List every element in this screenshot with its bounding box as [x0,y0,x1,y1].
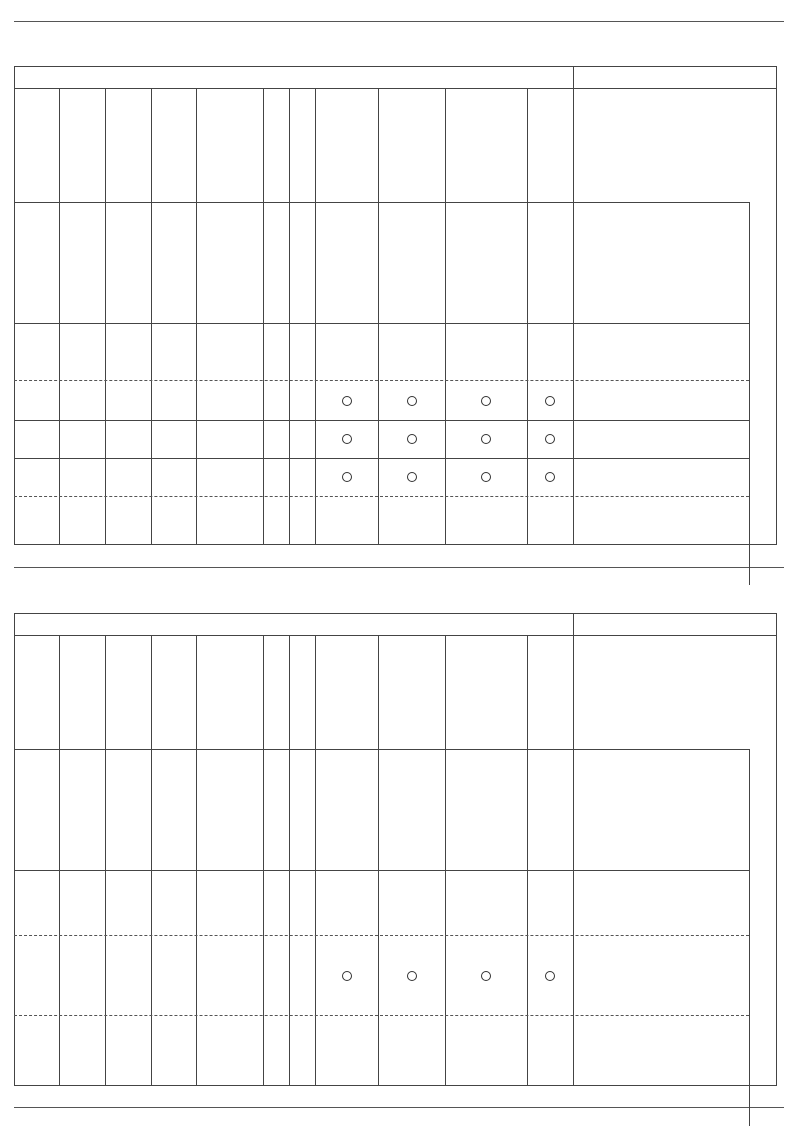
item-column-divider [315,635,316,1086]
item-column-divider [378,88,379,545]
type-row-divider [14,458,749,459]
circle-mark [407,971,417,981]
circle-mark [481,434,491,444]
header-divider [14,88,777,89]
item-column-divider [527,635,528,1086]
meter-row-divider [14,323,749,324]
test-row-divider [14,202,749,203]
circle-mark [342,396,352,406]
item-column-divider [196,88,197,545]
device-column-divider [573,66,574,545]
dashed-divider [14,935,749,936]
item-column-divider [289,635,290,1086]
type-label-divider [749,202,750,585]
dashed-divider [14,380,749,381]
top-rule [14,21,784,22]
circle-mark [545,971,555,981]
circle-mark [407,396,417,406]
circle-mark [342,971,352,981]
item-column-divider [105,635,106,1086]
table-1 [14,66,777,545]
circle-mark [481,971,491,981]
item-column-divider [59,635,60,1086]
circle-mark [481,472,491,482]
circle-mark [407,434,417,444]
circle-mark [545,396,555,406]
type-label-divider [749,749,750,1126]
item-column-divider [378,635,379,1086]
mid-rule [14,567,784,568]
item-column-divider [151,88,152,545]
item-column-divider [263,88,264,545]
item-column-divider [105,88,106,545]
circle-mark [545,434,555,444]
circle-mark [481,396,491,406]
circle-mark [407,472,417,482]
item-column-divider [151,635,152,1086]
item-column-divider [59,88,60,545]
circle-mark [545,472,555,482]
dashed-divider [14,496,749,497]
item-column-divider [445,88,446,545]
circle-mark [342,472,352,482]
circle-mark [342,434,352,444]
item-column-divider [445,635,446,1086]
item-column-divider [289,88,290,545]
item-column-divider [263,635,264,1086]
item-column-divider [196,635,197,1086]
meter-row-divider [14,870,749,871]
item-column-divider [315,88,316,545]
bottom-rule [14,1107,784,1108]
test-row-divider [14,749,749,750]
type-row-divider [14,420,749,421]
header-divider [14,635,777,636]
item-column-divider [527,88,528,545]
dashed-divider [14,1015,749,1016]
